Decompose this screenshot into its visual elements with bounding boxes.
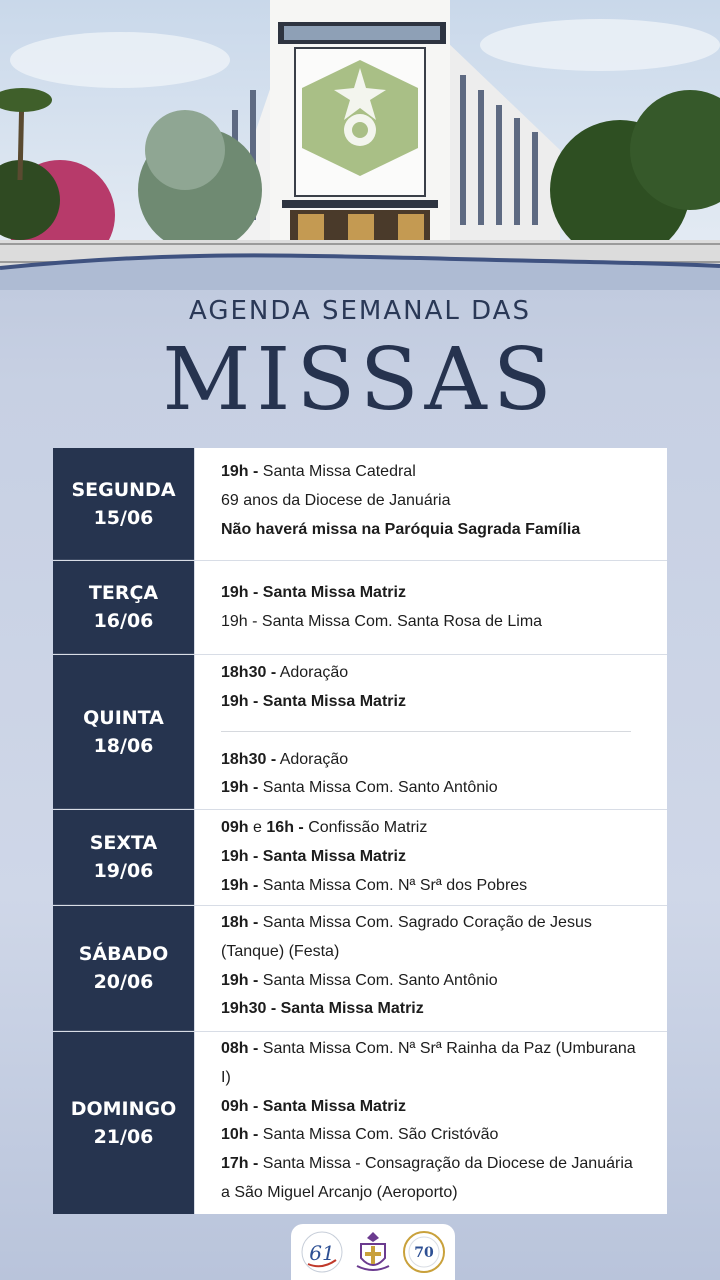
entries-list — [221, 448, 667, 560]
list-item: 19h - Santa Missa Com. Santo Antônio — [221, 971, 498, 989]
entries-list — [221, 906, 667, 1031]
divider — [221, 731, 631, 732]
list-item: 17h - Santa Missa - Consagração da Diocese de Januária a São Miguel Arcanjo (Aeroporto) — [221, 1155, 633, 1201]
entries-list — [221, 655, 667, 809]
list-item: 08h - Santa Missa Com. Nª Srª Rainha da Paz (Umburana I) — [221, 1040, 636, 1086]
day-date: 19/06 — [93, 860, 154, 882]
day-name: TERÇA — [88, 582, 159, 604]
diocese-crest-icon — [351, 1230, 395, 1274]
day-date: 21/06 — [93, 1126, 154, 1148]
list-item: 69 anos da Diocese de Januária — [221, 491, 451, 509]
day-name: DOMINGO — [70, 1098, 177, 1120]
day-name: QUINTA — [83, 706, 164, 729]
day-cell — [53, 1032, 194, 1214]
day-date: 18/06 — [93, 734, 154, 757]
list-item: 18h30 - Adoração — [221, 664, 349, 681]
table-row-domingo — [53, 1032, 667, 1214]
logos-bar — [291, 1224, 455, 1280]
day-name: SEXTA — [89, 832, 158, 854]
day-cell — [53, 810, 194, 905]
page-title: MISSAS — [162, 330, 558, 430]
cathedral-photo — [0, 0, 720, 290]
day-date: 20/06 — [93, 971, 154, 993]
table-row-sabado — [53, 906, 667, 1032]
list-item: 19h - Santa Missa Matriz — [221, 584, 406, 601]
list-item: 19h30 - Santa Missa Matriz — [221, 1000, 424, 1018]
diocese-70-anniversary-logo — [402, 1230, 446, 1274]
table-row-quinta — [53, 655, 667, 810]
table-row-segunda — [53, 448, 667, 561]
list-item: Não haverá missa na Paróquia Sagrada Família — [221, 520, 581, 538]
list-item: 19h - Santa Missa Matriz — [221, 692, 406, 710]
day-name: SÁBADO — [78, 943, 169, 965]
svg-text:70: 70 — [413, 1245, 434, 1261]
parish-anniversary-logo — [300, 1230, 344, 1274]
entries-list — [221, 810, 667, 905]
svg-text:61: 61 — [309, 1241, 336, 1265]
list-item: 19h - Santa Missa Com. Santo Antônio — [221, 779, 498, 797]
day-cell — [53, 448, 194, 560]
day-date: 16/06 — [93, 610, 154, 632]
list-item: 19h - Santa Missa Matriz — [221, 847, 406, 865]
list-item: 19h - Santa Missa Com. Santa Rosa de Lima — [221, 612, 543, 630]
list-item: 19h - Santa Missa Catedral — [221, 463, 416, 480]
list-item: 09h e 16h - Confissão Matriz — [221, 819, 428, 836]
day-date: 15/06 — [93, 506, 154, 529]
list-item: 09h - Santa Missa Matriz — [221, 1097, 406, 1115]
list-item: 18h30 - Adoração — [221, 750, 349, 768]
list-item: 19h - Santa Missa Com. Nª Srª dos Pobres — [221, 876, 528, 894]
table-row-terca — [53, 561, 667, 655]
table-row-sexta — [53, 810, 667, 906]
day-cell — [53, 906, 194, 1031]
entries-list — [221, 1032, 667, 1214]
day-cell — [53, 655, 194, 809]
list-item: 18h - Santa Missa Com. Sagrado Coração de Jesus (Tanque) (Festa) — [221, 914, 592, 960]
day-cell — [53, 561, 194, 654]
subtitle-agenda: AGENDA SEMANAL DAS — [189, 296, 531, 326]
mass-schedule-table — [53, 448, 667, 1214]
list-item: 10h - Santa Missa Com. São Cristóvão — [221, 1126, 499, 1144]
day-name: SEGUNDA — [71, 478, 176, 501]
entries-list — [221, 561, 667, 654]
